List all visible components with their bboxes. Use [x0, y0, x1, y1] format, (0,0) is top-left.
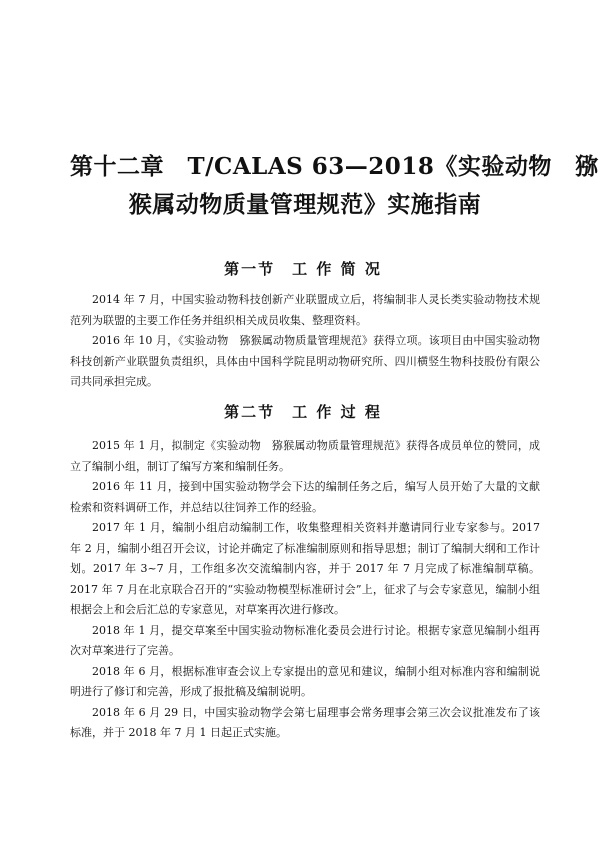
section-heading-work-overview: 第一节 工 作 简 况: [224, 260, 382, 278]
paragraph: 2015 年 1 月，拟制定《实验动物 猕猴属动物质量管理规范》获得各成员单位的赞同，成立了编制小组，制订了编写方案和编制任务。: [70, 439, 540, 473]
paragraph: 2018 年 6 月 29 日，中国实验动物学会第七届理事会常务理事会第三次会议批准发布了该标准，并于 2018 年 7 月 1 日起正式实施。: [70, 705, 540, 739]
paragraph: 2017 年 1 月，编制小组启动编制工作，收集整理相关资料并邀请同行业专家参与。2017 年 2 月，编制小组召开会议，讨论并确定了标准编制原则和指导思想；制订了编制大纲和工作计划。2017 年 3~7 月，工作组多次交流编制内容，并于 2017 年 7 月完成了标准编制草稿。2017 年 7 月在北京联合召开的“实验动物模型标准研讨会”上，征求了与会专家意见，编制小组根据会上和会后汇总的专家意见，对草案再次进行修改。: [70, 521, 540, 616]
chapter-title-line-2: 猴属动物质量管理规范》实施指南: [128, 191, 482, 218]
paragraph: 2016 年 11 月，接到中国实验动物学会下达的编制任务之后，编写人员开始了大量的文献检索和资料调研工作，并总结以往饲养工作的经验。: [70, 480, 540, 514]
chapter-title: [70, 148, 599, 224]
paragraph: 2018 年 6 月，根据标准审查会议上专家提出的意见和建议，编制小组对标准内容和编制说明进行了修订和完善，形成了报批稿及编制说明。: [70, 664, 540, 698]
paragraph: 2016 年 10 月，《实验动物 猕猴属动物质量管理规范》获得立项。该项目由中国实验动物科技创新产业联盟负责组织，具体由中国科学院昆明动物研究所、四川横竖生物科技股份有限公司共同承担完成。: [70, 334, 540, 388]
section-heading-work-process: 第二节 工 作 过 程: [224, 403, 382, 421]
paragraph: 2014 年 7 月，中国实验动物科技创新产业联盟成立后，将编制非人灵长类实验动物技术规范列为联盟的主要工作任务并组织相关成员收集、整理资料。: [70, 293, 540, 327]
chapter-title-line-1: 第十二章 T/CALAS 63—2018《实验动物 猕: [70, 153, 599, 180]
section-2-body: [70, 436, 540, 744]
section-1-body: [70, 290, 540, 393]
paragraph: 2018 年 1 月，提交草案至中国实验动物标准化委员会进行讨论。根据专家意见编制小组再次对草案进行了完善。: [70, 623, 540, 657]
